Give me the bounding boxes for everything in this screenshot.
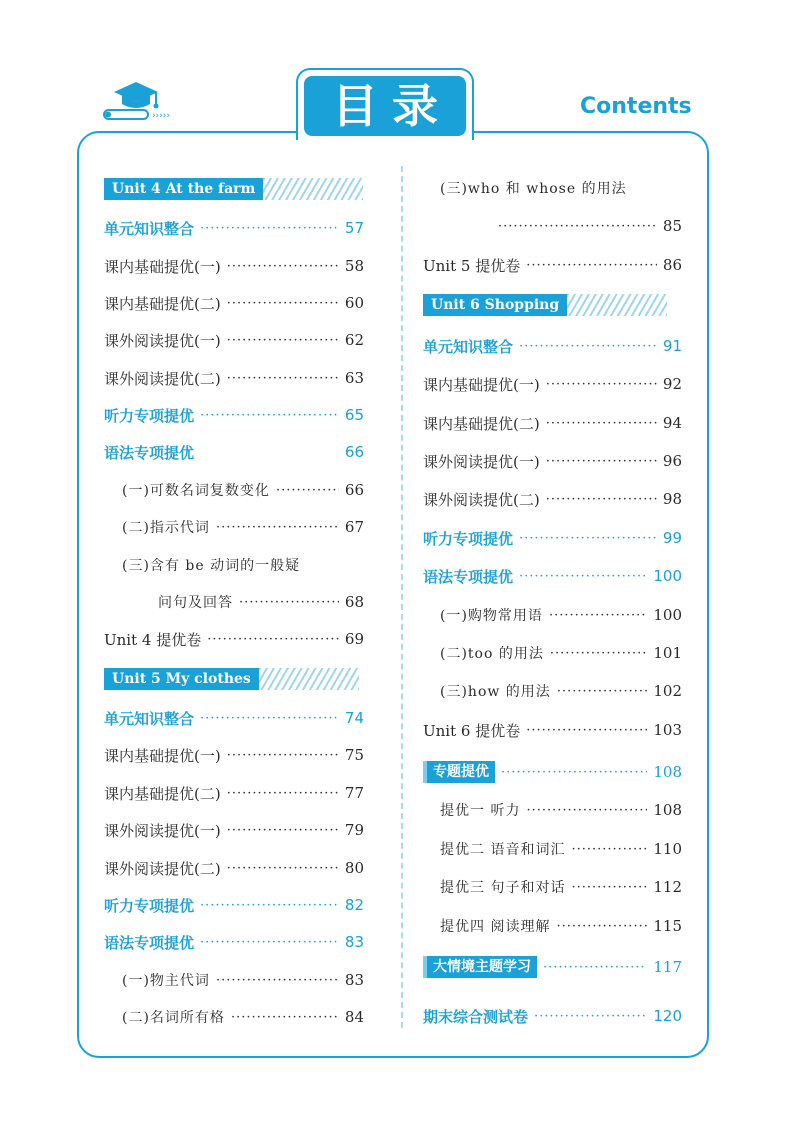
- toc-entry[interactable]: (二)too 的用法 ····· 101: [440, 641, 682, 665]
- unit-6-bar: [423, 294, 667, 316]
- toc-entry[interactable]: 听力专项提优 ····· 65: [104, 403, 364, 427]
- toc-entry[interactable]: 语法专项提优 ····· 100: [423, 564, 682, 588]
- toc-entry[interactable]: (一)可数名词复数变化 ····· 66: [122, 478, 364, 502]
- toc-entry[interactable]: Unit 6 提优卷 ····· 103: [423, 718, 682, 742]
- toc-entry[interactable]: 提优四 阅读理解 ····· 115: [440, 914, 682, 938]
- special-topic-heading[interactable]: 专题提优 ····· 108: [423, 760, 682, 784]
- toc-entry[interactable]: 语法专项提优 ····· 83: [104, 930, 364, 954]
- toc-entry[interactable]: 课内基础提优(一) ····· 92: [423, 372, 682, 396]
- toc-entry[interactable]: 语法专项提优 66: [104, 443, 364, 462]
- final-test-entry[interactable]: 期末综合测试卷 ····· 120: [423, 1004, 682, 1028]
- contents-heading: Contents: [580, 94, 692, 119]
- theme-learning-heading[interactable]: 大情境主题学习 ····· 117: [423, 955, 682, 979]
- unit-5-title: Unit 5 My clothes: [104, 668, 259, 690]
- page-title: 目录: [304, 76, 466, 136]
- toc-entry[interactable]: (三)how 的用法 ····· 102: [440, 679, 682, 703]
- toc-entry[interactable]: 单元知识整合 ····· 57: [104, 216, 364, 240]
- toc-entry[interactable]: 课内基础提优(一) ····· 75: [104, 743, 364, 767]
- toc-entry[interactable]: 课外阅读提优(二) ····· 63: [104, 366, 364, 390]
- unit-5-bar: [104, 668, 359, 690]
- toc-entry[interactable]: 听力专项提优 ····· 99: [423, 526, 682, 550]
- toc-entry[interactable]: 课外阅读提优(二) ····· 98: [423, 487, 682, 511]
- unit-6-title: Unit 6 Shopping: [423, 294, 567, 316]
- toc-entry[interactable]: 课内基础提优(二) ····· 60: [104, 291, 364, 315]
- toc-entry[interactable]: 问句及回答 ····· 68: [158, 590, 364, 614]
- toc-entry[interactable]: (二)名词所有格 ····· 84: [122, 1005, 364, 1029]
- toc-entry[interactable]: ····· 85: [492, 214, 682, 238]
- unit-bar-stripe: [567, 294, 667, 316]
- unit-4-bar: [104, 178, 363, 200]
- unit-bar-stripe: [263, 178, 363, 200]
- toc-entry[interactable]: 单元知识整合 ····· 91: [423, 334, 682, 358]
- column-divider: [401, 166, 403, 1028]
- toc-entry[interactable]: 课外阅读提优(一) ····· 62: [104, 328, 364, 352]
- unit-4-title: Unit 4 At the farm: [104, 178, 263, 200]
- toc-entry[interactable]: 课内基础提优(一) ····· 58: [104, 254, 364, 278]
- toc-entry[interactable]: (三)who 和 whose 的用法: [440, 181, 627, 197]
- toc-entry[interactable]: Unit 5 提优卷 ····· 86: [423, 253, 682, 277]
- toc-entry[interactable]: (三)含有 be 动词的一般疑: [122, 558, 301, 574]
- toc-entry[interactable]: 课外阅读提优(一) ····· 79: [104, 818, 364, 842]
- toc-entry[interactable]: 单元知识整合 ····· 74: [104, 706, 364, 730]
- toc-entry[interactable]: 课外阅读提优(一) ····· 96: [423, 449, 682, 473]
- toc-entry[interactable]: 课内基础提优(二) ····· 77: [104, 781, 364, 805]
- graduation-cap-icon: [100, 80, 182, 126]
- toc-entry[interactable]: (二)指示代词 ····· 67: [122, 515, 364, 539]
- toc-entry[interactable]: (一)物主代词 ····· 83: [122, 968, 364, 992]
- toc-entry[interactable]: 提优一 听力 ····· 108: [440, 798, 682, 822]
- toc-entry[interactable]: 提优二 语音和词汇 ····· 110: [440, 837, 682, 861]
- toc-entry[interactable]: 课外阅读提优(二) ····· 80: [104, 856, 364, 880]
- toc-entry[interactable]: 课内基础提优(二) ····· 94: [423, 411, 682, 435]
- unit-bar-stripe: [259, 668, 359, 690]
- svg-text:›››››: ›››››: [152, 111, 170, 121]
- toc-entry[interactable]: 听力专项提优 ····· 82: [104, 893, 364, 917]
- toc-entry[interactable]: (一)购物常用语 ····· 100: [440, 603, 682, 627]
- toc-entry[interactable]: 提优三 句子和对话 ····· 112: [440, 875, 682, 899]
- toc-entry[interactable]: Unit 4 提优卷 ····· 69: [104, 627, 364, 651]
